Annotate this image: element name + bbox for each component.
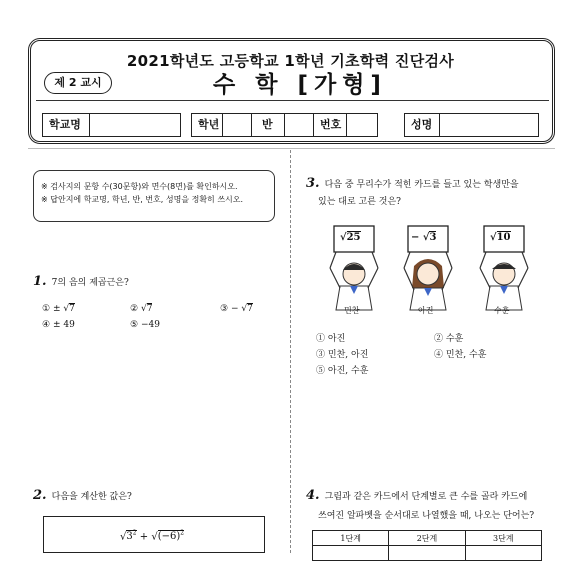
question-text-cont: 있는 대로 고른 것은? [318,197,401,207]
question-number: 4. [306,488,320,503]
class-field[interactable] [284,113,314,137]
question-2 [33,484,132,503]
table-header-cell: 2단계 [389,531,465,546]
student-name-1: 민찬 [344,306,360,315]
table-cell [313,546,389,561]
grade-field[interactable] [222,113,252,137]
question-number: 3. [306,176,320,191]
question-text: 다음을 계산한 값은? [51,492,132,502]
table-header-cell: 1단계 [313,531,389,546]
notice-line-2: ※ 답안지에 학교명, 학년, 반, 번호, 성명을 정확히 쓰시오. [41,195,244,204]
page-top-rule [28,148,555,149]
class-label: 반 [251,113,285,137]
q1-option-4[interactable]: ④ ± 49 [42,320,75,330]
card-3-text: √10 [490,232,511,243]
session-badge: 제 2 교시 [44,72,112,94]
name-field[interactable] [439,113,539,137]
question-number: 1. [33,274,47,289]
expression-box [43,516,265,553]
card-2-text: − √3 [411,232,437,243]
exam-title: 2021학년도 고등학교 1학년 기초학력 진단검사 [126,52,455,70]
school-label: 학교명 [42,113,90,137]
stage-table [312,530,542,561]
header-divider [36,100,549,101]
number-field[interactable] [346,113,378,137]
number-label: 번호 [313,113,347,137]
question-text-cont: 쓰여진 알파벳을 순서대로 나열했을 때, 나오는 단어는? [318,511,535,521]
expression: $√3^2 + √(-6)^2$ [120,530,185,543]
q3-option-3[interactable]: ③ 민찬, 아진 [316,350,369,360]
q3-option-1[interactable]: ① 아진 [316,334,346,344]
question-4 [306,484,556,521]
question-number: 2. [33,488,47,503]
table-row [313,546,542,561]
column-divider [290,150,291,553]
name-label: 성명 [404,113,440,137]
grade-label: 학년 [191,113,223,137]
q1-option-5[interactable]: ⑤ −49 [130,320,160,330]
table-header-row [313,531,542,546]
student-name-2: 아진 [418,306,434,315]
school-field[interactable] [89,113,181,137]
table-cell [389,546,465,561]
question-text: 7의 음의 제곱근은? [51,278,129,288]
q1-option-1[interactable]: ① ± √7 [42,304,75,314]
notice-box [33,170,275,222]
notice-line-1: ※ 검사지의 문항 수(30문항)와 면수(8면)를 확인하시오. [41,182,238,191]
q3-option-4[interactable]: ④ 민찬, 수훈 [434,350,487,360]
card-1-text: √25 [340,232,361,243]
subject-title: 수 학 [가형] [213,72,387,98]
student-name-3: 수훈 [494,306,510,315]
question-text: 그림과 같은 카드에서 단계별로 큰 수를 골라 카드에 [324,492,528,502]
q3-option-2[interactable]: ② 수훈 [434,334,464,344]
q1-option-3[interactable]: ③ − √7 [220,304,253,314]
table-cell [465,546,541,561]
question-3 [306,172,556,207]
q1-option-2[interactable]: ② √7 [130,304,153,314]
table-header-cell: 3단계 [465,531,541,546]
question-1 [33,270,129,289]
q3-option-5[interactable]: ⑤ 아진, 수훈 [316,366,369,376]
question-text: 다음 중 무리수가 적힌 카드를 들고 있는 학생만을 [324,180,519,190]
